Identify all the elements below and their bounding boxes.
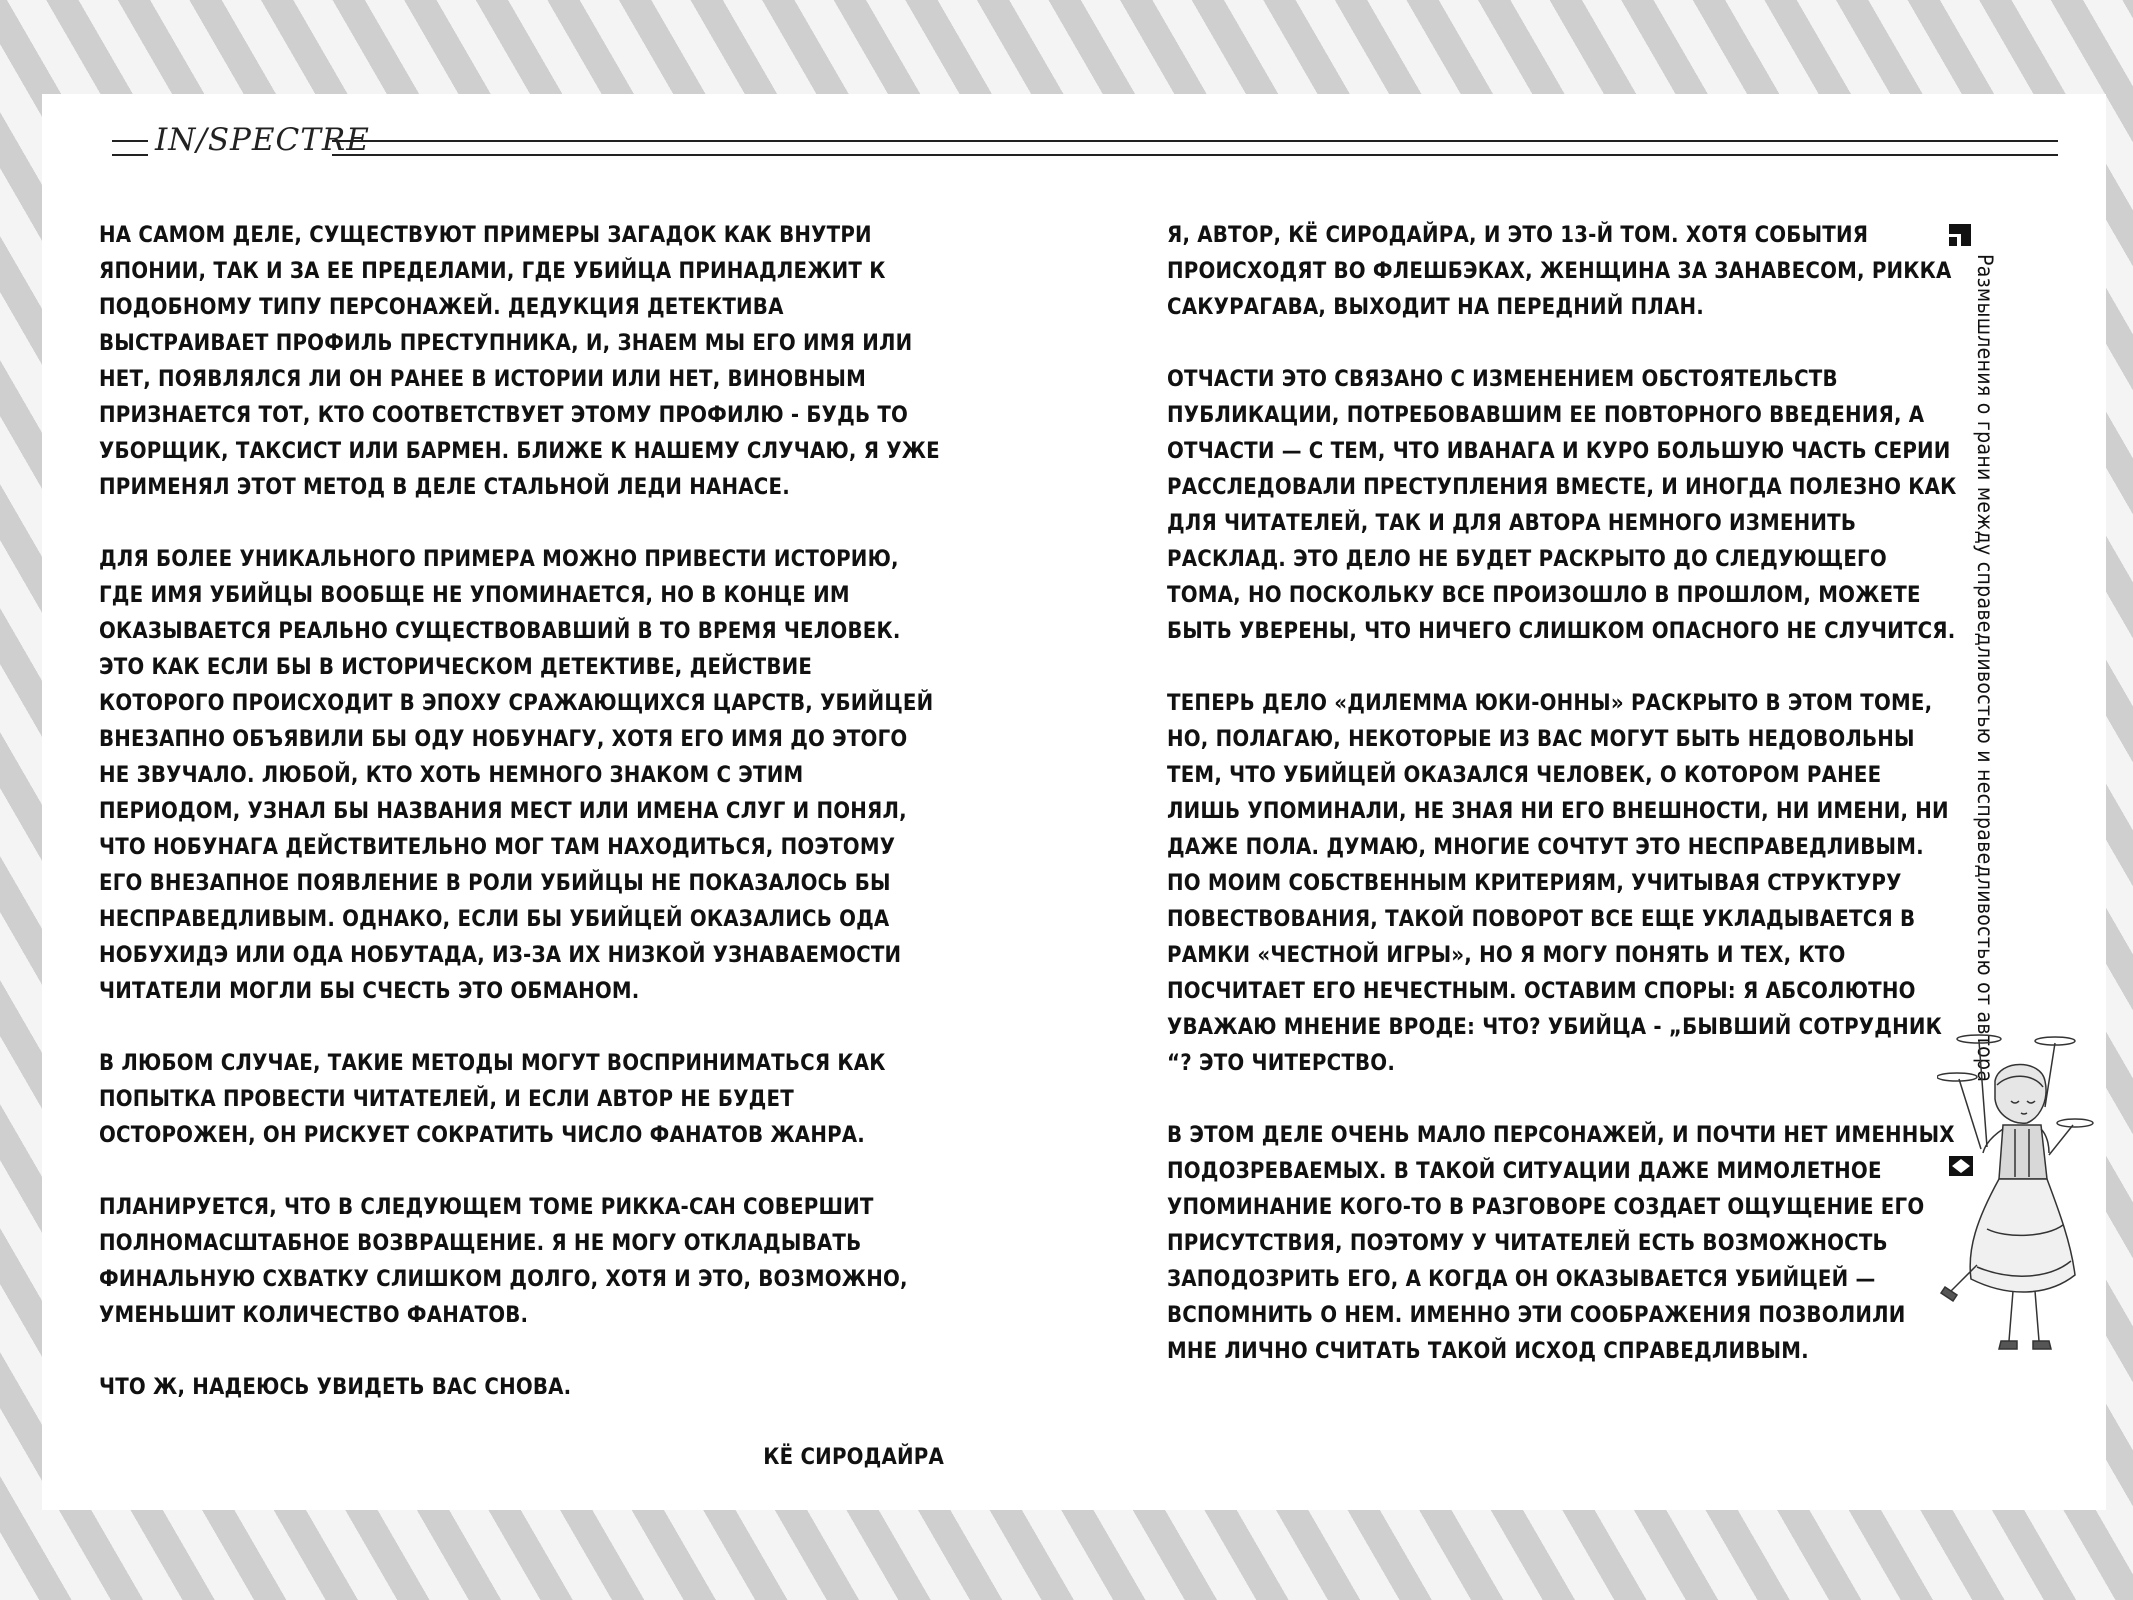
left-paragraph-5: ЧТО Ж, НАДЕЮСЬ УВИДЕТЬ ВАС СНОВА. (99, 1375, 572, 1400)
left-paragraph-1: НА САМОМ ДЕЛЕ, СУЩЕСТВУЮТ ПРИМЕРЫ ЗАГАДОК КАК ВНУТРИ ЯПОНИИ, ТАК И ЗА ЕЕ ПРЕДЕЛАМИ, ГДЕ УБИЙЦА ПРИНАДЛЕЖИТ К ПОДОБНОМУ ТИПУ ПЕРСОНАЖЕЙ. ДЕДУКЦИЯ ДЕТЕКТИВА ВЫСТРАИВАЕТ ПРОФИЛЬ ПРЕСТУПНИКА, И, ЗНАЕМ МЫ ЕГО ИМЯ ИЛИ НЕТ, ПОЯВЛЯЛСЯ ЛИ ОН РАНЕЕ В ИСТОРИИ ИЛИ НЕТ, ВИНОВНЫМ ПРИЗНАЕТСЯ ТОТ, КТО СООТВЕТСТВУЕТ ЭТОМУ ПРОФИЛЮ - БУДЬ ТО УБОРЩИК, ТАКСИСТ ИЛИ БАРМЕН. БЛИЖЕ К НАШЕМУ СЛУЧАЮ, Я УЖЕ ПРИМЕНЯЛ ЭТОТ МЕТОД В ДЕЛЕ СТАЛЬНОЙ ЛЕДИ НАНАСЕ. (99, 223, 940, 500)
right-paragraph-1: Я, АВТОР, КЁ СИРОДАЙРА, И ЭТО 13-Й ТОМ. ХОТЯ СОБЫТИЯ ПРОИСХОДЯТ ВО ФЛЕШБЭКАХ, ЖЕНЩИНА ЗА ЗАНАВЕСОМ, РИККА САКУРАГАВА, ВЫХОДИТ НА ПЕРЕДНИЙ ПЛАН. (1167, 223, 1952, 320)
right-text-column (1167, 218, 1957, 1370)
right-paragraph-2: ОТЧАСТИ ЭТО СВЯЗАНО С ИЗМЕНЕНИЕМ ОБСТОЯТЕЛЬСТВ ПУБЛИКАЦИИ, ПОТРЕБОВАВШИМ ЕЕ ПОВТОРНОГО ВВЕДЕНИЯ, А ОТЧАСТИ — С ТЕМ, ЧТО ИВАНАГА И КУРО БОЛЬШУЮ ЧАСТЬ СЕРИИ РАССЛЕДОВАЛИ ПРЕСТУПЛЕНИЯ ВМЕСТЕ, И ИНОГДА ПОЛЕЗНО КАК ДЛЯ ЧИТАТЕЛЕЙ, ТАК И ДЛЯ АВТОРА НЕМНОГО ИЗМЕНИТЬ РАСКЛАД. ЭТО ДЕЛО НЕ БУДЕТ РАСКРЫТО ДО СЛЕДУЮЩЕГО ТОМА, НО ПОСКОЛЬКУ ВСЕ ПРОИЗОШЛО В ПРОШЛОМ, МОЖЕТЕ БЫТЬ УВЕРЕНЫ, ЧТО НИЧЕГО СЛИШКОМ ОПАСНОГО НЕ СЛУЧИТСЯ. (1167, 367, 1957, 644)
right-paragraph-3: ТЕПЕРЬ ДЕЛО «ДИЛЕММА ЮКИ-ОННЫ» РАСКРЫТО В ЭТОМ ТОМЕ, НО, ПОЛАГАЮ, НЕКОТОРЫЕ ИЗ ВАС МОГУТ БЫТЬ НЕДОВОЛЬНЫ ТЕМ, ЧТО УБИЙЦЕЙ ОКАЗАЛСЯ ЧЕЛОВЕК, О КОТОРОМ РАНЕЕ ЛИШЬ УПОМИНАЛИ, НЕ ЗНАЯ НИ ЕГО ВНЕШНОСТИ, НИ ИМЕНИ, НИ ДАЖЕ ПОЛА. ДУМАЮ, МНОГИЕ СОЧТУТ ЭТО НЕСПРАВЕДЛИВЫМ. ПО МОИМ СОБСТВЕННЫМ КРИТЕРИЯМ, УЧИТЫВАЯ СТРУКТУРУ ПОВЕСТВОВАНИЯ, ТАКОЙ ПОВОРОТ ВСЕ ЕЩЕ УКЛАДЫВАЕТСЯ В РАМКИ «ЧЕСТНОЙ ИГРЫ», НО Я МОГУ ПОНЯТЬ И ТЕХ, КТО ПОСЧИТАЕТ ЕГО НЕЧЕСТНЫМ. ОСТАВИМ СПОРЫ: Я АБСОЛЮТНО УВАЖАЮ МНЕНИЕ ВРОДЕ: ЧТО? УБИЙЦА - „БЫВШИЙ СОТРУДНИК “? ЭТО ЧИТЕРСТВО. (1167, 691, 1949, 1076)
maid-juggling-plates-illustration (1937, 1029, 2097, 1364)
afterword-page (42, 94, 2106, 1510)
corner-bracket-icon (1947, 222, 1973, 248)
left-paragraph-3: В ЛЮБОМ СЛУЧАЕ, ТАКИЕ МЕТОДЫ МОГУТ ВОСПРИНИМАТЬСЯ КАК ПОПЫТКА ПРОВЕСТИ ЧИТАТЕЛЕЙ, И ЕСЛИ АВТОР НЕ БУДЕТ ОСТОРОЖЕН, ОН РИСКУЕТ СОКРАТИТЬ ЧИСЛО ФАНАТОВ ЖАНРА. (99, 1051, 886, 1148)
series-title: IN/SPECTRE (155, 122, 370, 158)
header-rule-right (332, 140, 2058, 156)
side-title: Размышления о грани между справедливостью и несправедливостью от автора (1973, 254, 1997, 1083)
left-text-column (99, 218, 944, 1476)
left-paragraph-2: ДЛЯ БОЛЕЕ УНИКАЛЬНОГО ПРИМЕРА МОЖНО ПРИВЕСТИ ИСТОРИЮ, ГДЕ ИМЯ УБИЙЦЫ ВООБЩЕ НЕ УПОМИНАЕТСЯ, НО В КОНЦЕ ИМ ОКАЗЫВАЕТСЯ РЕАЛЬНО СУЩЕСТВОВАВШИЙ В ТО ВРЕМЯ ЧЕЛОВЕК. ЭТО КАК ЕСЛИ БЫ В ИСТОРИЧЕСКОМ ДЕТЕКТИВЕ, ДЕЙСТВИЕ КОТОРОГО ПРОИСХОДИТ В ЭПОХУ СРАЖАЮЩИХСЯ ЦАРСТВ, УБИЙЦЕЙ ВНЕЗАПНО ОБЪЯВИЛИ БЫ ОДУ НОБУНАГУ, ХОТЯ ЕГО ИМЯ ДО ЭТОГО НЕ ЗВУЧАЛО. ЛЮБОЙ, КТО ХОТЬ НЕМНОГО ЗНАКОМ С ЭТИМ ПЕРИОДОМ, УЗНАЛ БЫ НАЗВАНИЯ МЕСТ ИЛИ ИМЕНА СЛУГ И ПОНЯЛ, ЧТО НОБУНАГА ДЕЙСТВИТЕЛЬНО МОГ ТАМ НАХОДИТЬСЯ, ПОЭТОМУ ЕГО ВНЕЗАПНОЕ ПОЯВЛЕНИЕ В РОЛИ УБИЙЦЫ НЕ ПОКАЗАЛОСЬ БЫ НЕСПРАВЕДЛИВЫМ. ОДНАКО, ЕСЛИ БЫ УБИЙЦЕЙ ОКАЗАЛИСЬ ОДА НОБУХИДЭ ИЛИ ОДА НОБУТАДА, ИЗ-ЗА ИХ НИЗКОЙ УЗНАВАЕМОСТИ ЧИТАТЕЛИ МОГЛИ БЫ СЧЕСТЬ ЭТО ОБМАНОМ. (99, 547, 934, 1004)
author-signature: КЁ СИРОДАЙРА (763, 1445, 944, 1470)
right-paragraph-4: В ЭТОМ ДЕЛЕ ОЧЕНЬ МАЛО ПЕРСОНАЖЕЙ, И ПОЧТИ НЕТ ИМЕННЫХ ПОДОЗРЕВАЕМЫХ. В ТАКОЙ СИТУАЦИИ ДАЖЕ МИМОЛЕТНОЕ УПОМИНАНИЕ КОГО-ТО В РАЗГОВОРЕ СОЗДАЕТ ОЩУЩЕНИЕ ЕГО ПРИСУТСТВИЯ, ПОЭТОМУ У ЧИТАТЕЛЕЙ ЕСТЬ ВОЗМОЖНОСТЬ ЗАПОДОЗРИТЬ ЕГО, А КОГДА ОН ОКАЗЫВАЕТСЯ УБИЙЦЕЙ — ВСПОМНИТЬ О НЕМ. ИМЕННО ЭТИ СООБРАЖЕНИЯ ПОЗВОЛИЛИ МНЕ ЛИЧНО СЧИТАТЬ ТАКОЙ ИСХОД СПРАВЕДЛИВЫМ. (1167, 1123, 1955, 1364)
left-paragraph-4: ПЛАНИРУЕТСЯ, ЧТО В СЛЕДУЮЩЕМ ТОМЕ РИККА-САН СОВЕРШИТ ПОЛНОМАСШТАБНОЕ ВОЗВРАЩЕНИЕ. Я НЕ МОГУ ОТКЛАДЫВАТЬ ФИНАЛЬНУЮ СХВАТКУ СЛИШКОМ ДОЛГО, ХОТЯ И ЭТО, ВОЗМОЖНО, УМЕНЬШИТ КОЛИЧЕСТВО ФАНАТОВ. (99, 1195, 908, 1328)
page-header (42, 94, 2106, 194)
header-rule-left (112, 140, 148, 156)
